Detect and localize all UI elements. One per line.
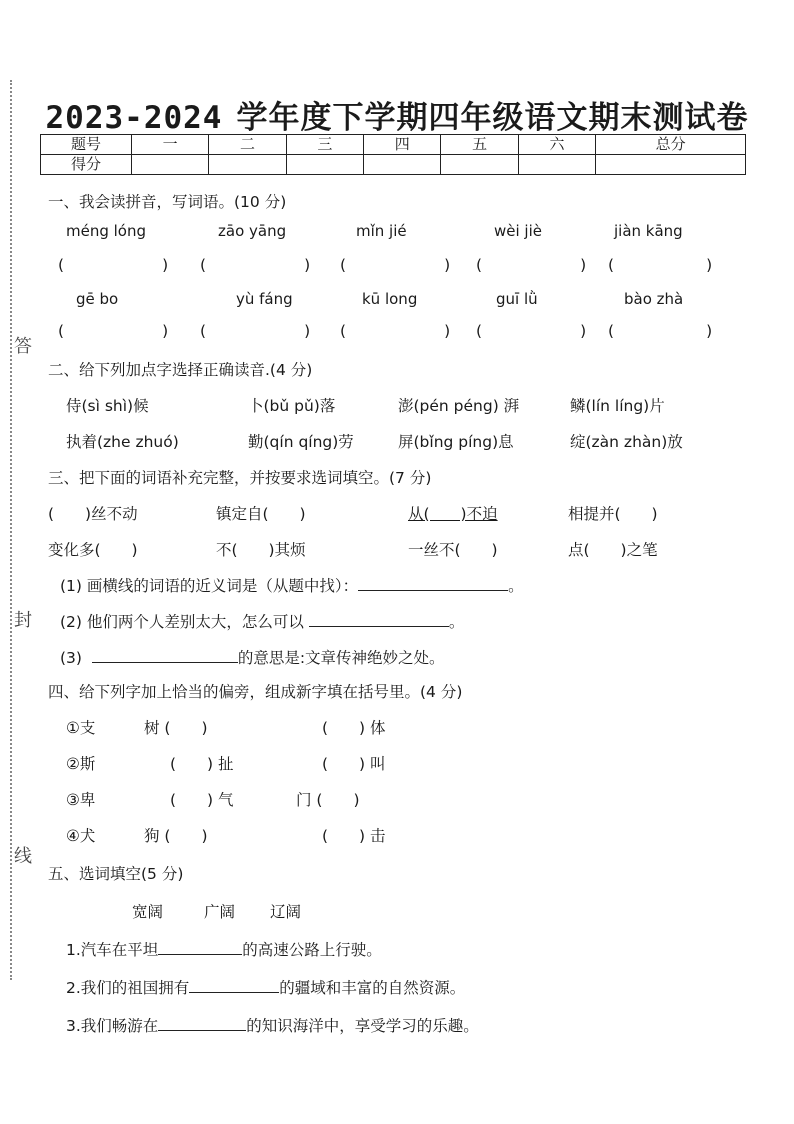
radical-label: ①支 — [66, 719, 96, 737]
score-cell: 六 — [518, 135, 595, 155]
pinyin: jiàn kāng — [614, 222, 683, 240]
score-input-cell[interactable] — [209, 155, 286, 175]
score-cell: 一 — [132, 135, 209, 155]
answer-blank[interactable] — [309, 626, 449, 627]
radical-blank[interactable]: ( ) 扯 — [170, 755, 234, 773]
score-input-cell[interactable] — [364, 155, 441, 175]
reading-choice[interactable]: 澎(pén péng) 湃 — [398, 397, 520, 415]
radical-blank[interactable]: ( ) 体 — [322, 719, 386, 737]
answer-blank[interactable] — [189, 992, 279, 993]
answer-paren[interactable]: ( ) — [200, 256, 311, 274]
score-cell: 题号 — [41, 135, 132, 155]
pinyin: méng lóng — [66, 222, 147, 240]
radical-blank[interactable]: ( ) 叫 — [322, 755, 386, 773]
question-5-1: 1.汽车在平坦 的高速公路上行驶。 — [66, 941, 382, 959]
answer-paren[interactable]: ( ) — [58, 322, 169, 340]
pinyin: wèi jiè — [494, 222, 542, 240]
score-cell: 五 — [441, 135, 518, 155]
score-input-cell[interactable] — [518, 155, 595, 175]
score-input-cell[interactable] — [132, 155, 209, 175]
score-cell: 二 — [209, 135, 286, 155]
radical-label: ③卑 — [66, 791, 96, 809]
reading-choice[interactable]: 鳞(lín líng)片 — [570, 397, 665, 415]
radical-label: ④犬 — [66, 827, 96, 845]
pinyin: zāo yāng — [218, 222, 287, 240]
pinyin: mǐn jié — [356, 222, 407, 240]
section5-heading: 五、选词填空(5 分) — [48, 865, 184, 883]
answer-paren[interactable]: ( ) — [340, 256, 451, 274]
word-choice: 广阔 — [204, 903, 236, 921]
idiom-blank-underlined[interactable]: 从( )不迫 — [408, 505, 498, 523]
idiom-blank[interactable]: ( )丝不动 — [48, 505, 138, 523]
reading-choice[interactable]: 执着(zhe zhuó) — [66, 433, 179, 451]
answer-paren[interactable]: ( ) — [608, 256, 713, 274]
answer-paren[interactable]: ( ) — [476, 256, 587, 274]
section3-heading: 三、把下面的词语补充完整，并按要求选词填空。(7 分) — [48, 469, 432, 487]
idiom-blank[interactable]: 一丝不( ) — [408, 541, 498, 559]
score-cell: 四 — [364, 135, 441, 155]
question-3-1: (1) 画横线的词语的近义词是（从题中找）： 。 — [60, 577, 524, 595]
score-cell: 得分 — [41, 155, 132, 175]
question-5-2: 2.我们的祖国拥有 的疆域和丰富的自然资源。 — [66, 979, 466, 997]
idiom-blank[interactable]: 镇定自( ) — [216, 505, 306, 523]
idiom-blank[interactable]: 相提并( ) — [568, 505, 658, 523]
radical-blank[interactable]: 树 ( ) — [144, 719, 208, 737]
title-text: 学年度下学期四年级语文期末测试卷 — [236, 100, 749, 136]
answer-paren[interactable]: ( ) — [340, 322, 451, 340]
word-choice: 辽阔 — [270, 903, 302, 921]
reading-choice[interactable]: 屏(bǐng píng)息 — [398, 433, 514, 451]
question-3-2: (2) 他们两个人差别太大，怎么可以 。 — [60, 613, 465, 631]
pinyin: guī lǜ — [496, 290, 538, 308]
answer-blank[interactable] — [158, 1030, 246, 1031]
margin-mark-da: 答 — [14, 336, 32, 357]
score-table — [40, 134, 746, 175]
answer-paren[interactable]: ( ) — [200, 322, 311, 340]
reading-choice[interactable]: 绽(zàn zhàn)放 — [570, 433, 683, 451]
pinyin: yù fáng — [236, 290, 293, 308]
score-cell: 三 — [286, 135, 363, 155]
section2-heading: 二、给下列加点字选择正确读音.(4 分) — [48, 361, 313, 379]
question-5-3: 3.我们畅游在 的知识海洋中，享受学习的乐趣。 — [66, 1017, 479, 1035]
radical-label: ②斯 — [66, 755, 96, 773]
binding-margin-dotted-line — [10, 80, 12, 980]
idiom-blank[interactable]: 不( )其烦 — [216, 541, 306, 559]
answer-blank[interactable] — [158, 954, 242, 955]
question-3-3: (3) 的意思是:文章传神绝妙之处。 — [60, 649, 445, 667]
reading-choice[interactable]: 卜(bǔ pǔ)落 — [248, 397, 336, 415]
answer-paren[interactable]: ( ) — [608, 322, 713, 340]
pinyin: kū long — [362, 290, 418, 308]
pinyin: bào zhà — [624, 290, 684, 308]
score-cell: 总分 — [596, 135, 746, 155]
idiom-blank[interactable]: 变化多( ) — [48, 541, 138, 559]
section1-heading: 一、我会读拼音，写词语。(10 分) — [48, 193, 287, 211]
section4-heading: 四、给下列字加上恰当的偏旁，组成新字填在括号里。(4 分) — [48, 683, 463, 701]
score-input-cell[interactable] — [441, 155, 518, 175]
margin-mark-xian: 线 — [14, 846, 32, 867]
radical-blank[interactable]: ( ) 击 — [322, 827, 386, 845]
idiom-blank[interactable]: 点( )之笔 — [568, 541, 658, 559]
score-input-cell[interactable] — [286, 155, 363, 175]
answer-paren[interactable]: ( ) — [476, 322, 587, 340]
score-input-cell[interactable] — [596, 155, 746, 175]
score-table-header-row — [41, 135, 746, 155]
radical-blank[interactable]: 狗 ( ) — [144, 827, 208, 845]
score-table-score-row — [41, 155, 746, 175]
word-choice: 宽阔 — [132, 903, 164, 921]
answer-blank[interactable] — [358, 590, 508, 591]
pinyin: gē bo — [76, 290, 119, 308]
title-year: 2023-2024 — [45, 100, 223, 136]
reading-choice[interactable]: 侍(sì shì)候 — [66, 397, 149, 415]
answer-paren[interactable]: ( ) — [58, 256, 169, 274]
page-title — [0, 92, 794, 137]
radical-blank[interactable]: 门 ( ) — [296, 791, 360, 809]
reading-choice[interactable]: 勤(qín qíng)劳 — [248, 433, 354, 451]
margin-mark-feng: 封 — [14, 610, 32, 631]
radical-blank[interactable]: ( ) 气 — [170, 791, 234, 809]
answer-blank[interactable] — [92, 662, 238, 663]
